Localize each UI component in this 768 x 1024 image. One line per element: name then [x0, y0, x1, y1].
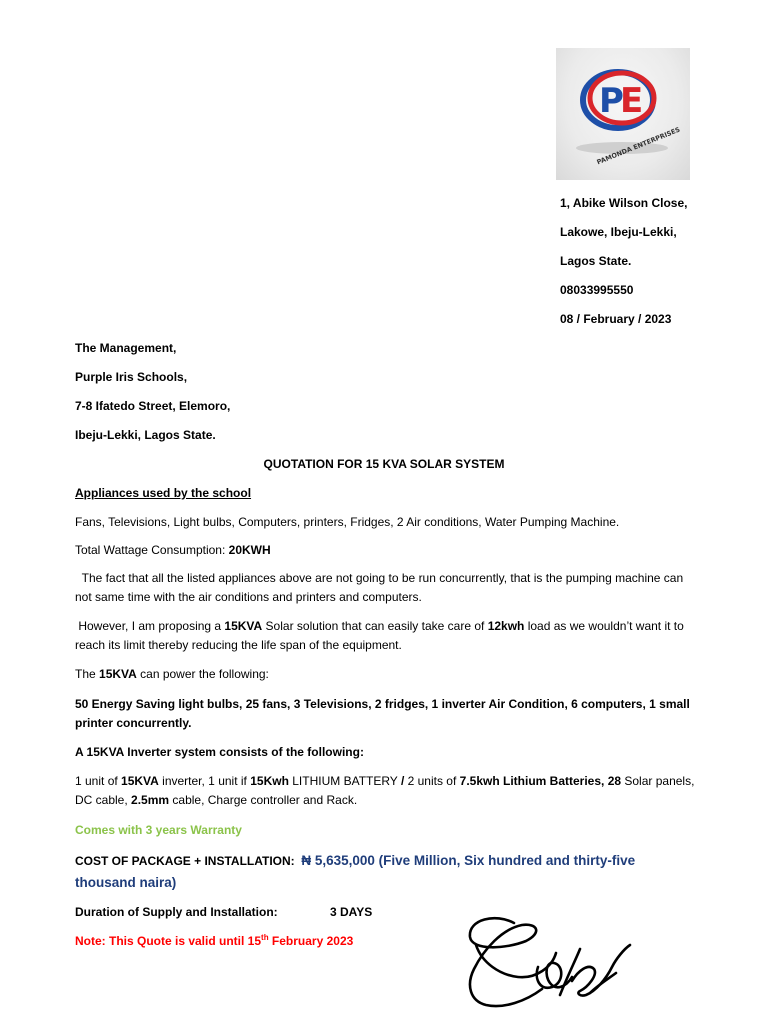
- cost-label: COST OF PACKAGE + INSTALLATION:: [75, 854, 295, 868]
- quotation-title: QUOTATION FOR 15 KVA SOLAR SYSTEM: [263, 457, 505, 471]
- power-intro: [75, 666, 269, 682]
- validity-note: [75, 933, 353, 949]
- sender-address-line-3: Lagos State.: [560, 254, 632, 268]
- warranty-note: Comes with 3 years Warranty: [75, 823, 242, 837]
- proposal-text-1: However, I am proposing a: [75, 619, 225, 633]
- appliances-heading: Appliances used by the school: [75, 486, 252, 500]
- recipient-line-4: Ibeju-Lekki, Lagos State.: [75, 428, 216, 442]
- components-inverter: 15KVA: [121, 774, 159, 788]
- wattage-label: Total Wattage Consumption:: [75, 543, 229, 557]
- sender-address-line-2: Lakowe, Ibeju-Lekki,: [560, 225, 677, 239]
- components-paragraph: [75, 772, 695, 810]
- logo-company-name: PAMONDA ENTERPRISES: [595, 125, 682, 167]
- components-text-4: 2 units of: [404, 774, 460, 788]
- components-cable-size: 2.5mm: [131, 793, 170, 807]
- svg-text:E: E: [620, 81, 644, 121]
- components-text-5: Solar panels, DC cable,: [75, 774, 695, 807]
- duration-value: 3 DAYS: [330, 905, 373, 919]
- power-text-1: The: [75, 667, 100, 681]
- components-text-1: 1 unit of: [75, 774, 122, 788]
- proposal-paragraph: [75, 617, 695, 655]
- note-text-1: Note: This Quote is valid until 15: [75, 934, 262, 948]
- cost-line: [75, 850, 685, 894]
- power-kva: 15KVA: [99, 667, 137, 681]
- duration-label: Duration of Supply and Installation:: [75, 905, 278, 919]
- appliances-list: Fans, Televisions, Light bulbs, Computers, printers, Fridges, 2 Air conditions, Water Pumping Machine.: [75, 515, 620, 529]
- sender-phone: 08033995550: [560, 283, 634, 297]
- wattage-value: 20KWH: [228, 543, 271, 557]
- proposal-text-3: load as we wouldn’t want it to reach its limit thereby reducing the life span of the equipment.: [75, 619, 688, 652]
- recipient-line-1: The Management,: [75, 341, 177, 355]
- proposal-kva: 15KVA: [224, 619, 263, 633]
- components-text-2: inverter, 1 unit if: [158, 774, 251, 788]
- concurrency-paragraph: The fact that all the listed appliances above are not going to be run concurrently, that is the pumping machine can not same time with the air conditions and printers and computers.: [75, 571, 687, 604]
- components-text-6: cable, Charge controller and Rack.: [169, 793, 358, 807]
- recipient-line-2: Purple Iris Schools,: [75, 370, 188, 384]
- components-battery: 15Kwh: [250, 774, 289, 788]
- proposal-load: 12kwh: [487, 619, 525, 633]
- sender-address-line-1: 1, Abike Wilson Close,: [560, 196, 688, 210]
- note-superscript: th: [261, 933, 269, 942]
- components-text-3: LITHIUM BATTERY: [288, 774, 401, 788]
- svg-text:P: P: [599, 81, 624, 121]
- letter-date: 08 / February / 2023: [560, 312, 672, 326]
- recipient-line-3: 7-8 Ifatedo Street, Elemoro,: [75, 399, 231, 413]
- components-slash: /: [400, 774, 405, 788]
- pe-logo-icon: [556, 48, 690, 180]
- signature-icon: [456, 905, 636, 1015]
- note-text-2: February 2023: [268, 934, 354, 948]
- company-logo: [556, 48, 690, 180]
- power-text-2: can power the following:: [136, 667, 269, 681]
- proposal-text-2: Solar solution that can easily take care of: [262, 619, 488, 633]
- wattage-line: [75, 542, 271, 558]
- components-batteries: 7.5kwh Lithium Batteries, 28: [459, 774, 622, 788]
- system-heading: A 15KVA Inverter system consists of the following:: [75, 745, 364, 759]
- cost-value: ₦ 5,635,000 (Five Million, Six hundred and thirty-five thousand naira): [75, 853, 636, 890]
- power-list: 50 Energy Saving light bulbs, 25 fans, 3 Televisions, 2 fridges, 1 inverter Air Condition, 6 computers, 1 small printer concurrently.: [75, 697, 690, 730]
